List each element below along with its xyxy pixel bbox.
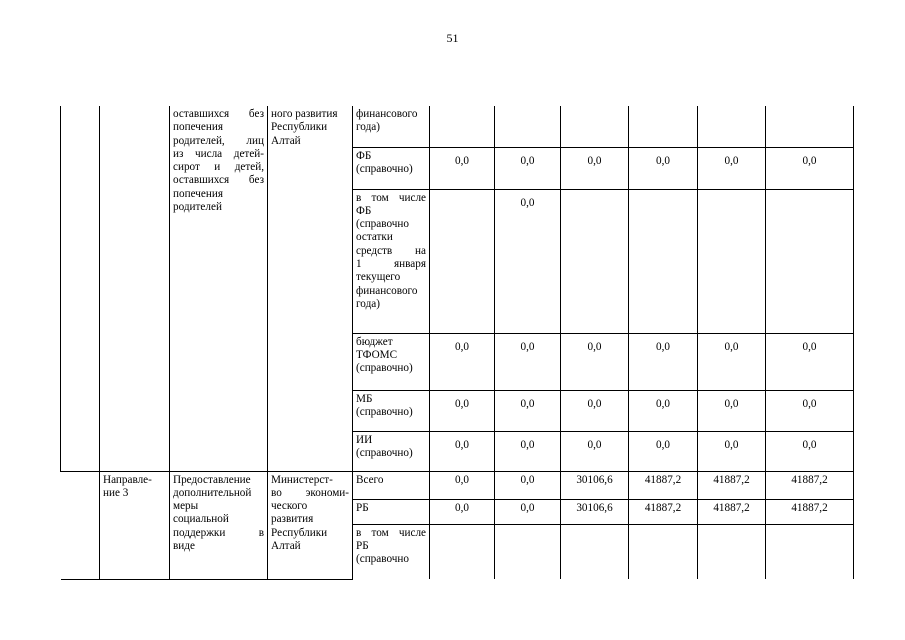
value-cell: 0,0 xyxy=(430,431,495,471)
value-cell: 0,0 xyxy=(766,333,854,390)
value-cell: 30106,6 xyxy=(561,499,629,524)
funding-source-cell: финансового года) xyxy=(353,106,430,147)
value-cell: 0,0 xyxy=(629,147,698,189)
value-cell: 0,0 xyxy=(698,333,766,390)
value-cell xyxy=(766,524,854,579)
value-cell: 0,0 xyxy=(698,147,766,189)
value-cell: 0,0 xyxy=(495,431,561,471)
value-cell: 0,0 xyxy=(766,390,854,431)
executor-cell: ного развития Республики Алтай xyxy=(268,106,353,471)
value-cell xyxy=(629,524,698,579)
program-funding-table xyxy=(60,106,854,580)
value-cell xyxy=(561,106,629,147)
direction-cell: Направле- ние 3 xyxy=(100,471,170,579)
value-cell: 0,0 xyxy=(430,147,495,189)
measure-name-cell: Предоставление дополнительной меры социальной поддержки в виде xyxy=(170,471,268,579)
value-cell: 41887,2 xyxy=(698,471,766,499)
funding-source-cell: МБ (справочно) xyxy=(353,390,430,431)
funding-source-cell: РБ xyxy=(353,499,430,524)
value-cell: 0,0 xyxy=(766,431,854,471)
funding-source-cell: ФБ (справочно) xyxy=(353,147,430,189)
table-row xyxy=(61,106,854,147)
value-cell: 41887,2 xyxy=(766,471,854,499)
value-cell: 0,0 xyxy=(629,390,698,431)
value-cell: 0,0 xyxy=(629,431,698,471)
value-cell: 0,0 xyxy=(495,147,561,189)
value-cell: 0,0 xyxy=(698,390,766,431)
value-cell: 0,0 xyxy=(430,390,495,431)
value-cell xyxy=(629,106,698,147)
value-cell: 0,0 xyxy=(561,390,629,431)
funding-source-cell: Всего xyxy=(353,471,430,499)
value-cell xyxy=(495,106,561,147)
value-cell: 0,0 xyxy=(495,471,561,499)
value-cell xyxy=(430,524,495,579)
value-cell: 0,0 xyxy=(561,147,629,189)
value-cell xyxy=(495,524,561,579)
value-cell: 41887,2 xyxy=(629,499,698,524)
value-cell xyxy=(766,189,854,333)
funding-source-cell: в том числе ФБ (справочно остатки средств на 1 января текущего финансового года) xyxy=(353,189,430,333)
funding-source-cell: ИИ (справочно) xyxy=(353,431,430,471)
value-cell xyxy=(629,189,698,333)
number-cell xyxy=(61,106,100,471)
table-row xyxy=(61,471,854,499)
value-cell: 0,0 xyxy=(698,431,766,471)
value-cell xyxy=(698,524,766,579)
value-cell: 0,0 xyxy=(561,431,629,471)
number-cell xyxy=(61,471,100,579)
value-cell: 0,0 xyxy=(629,333,698,390)
page-number: 51 xyxy=(446,31,459,45)
value-cell: 41887,2 xyxy=(629,471,698,499)
funding-source-cell: бюджет ТФОМС (справочно) xyxy=(353,333,430,390)
value-cell: 0,0 xyxy=(430,471,495,499)
direction-cell xyxy=(100,106,170,471)
value-cell xyxy=(430,189,495,333)
value-cell: 41887,2 xyxy=(698,499,766,524)
value-cell xyxy=(561,524,629,579)
value-cell: 0,0 xyxy=(495,333,561,390)
measure-name-cell: оставшихся без попечения родителей, лиц из числа детей- сирот и детей, оставшихся без попечения родителей xyxy=(170,106,268,471)
value-cell: 0,0 xyxy=(430,333,495,390)
value-cell: 0,0 xyxy=(495,390,561,431)
value-cell xyxy=(698,189,766,333)
value-cell: 0,0 xyxy=(430,499,495,524)
value-cell: 30106,6 xyxy=(561,471,629,499)
value-cell xyxy=(430,106,495,147)
value-cell: 41887,2 xyxy=(766,499,854,524)
value-cell: 0,0 xyxy=(766,147,854,189)
funding-source-cell: в том числе РБ (справочно xyxy=(353,524,430,579)
value-cell xyxy=(561,189,629,333)
executor-cell: Министерст- во экономи- ческого развития Республики Алтай xyxy=(268,471,353,579)
value-cell xyxy=(698,106,766,147)
value-cell xyxy=(766,106,854,147)
value-cell: 0,0 xyxy=(495,499,561,524)
value-cell: 0,0 xyxy=(495,189,561,333)
value-cell: 0,0 xyxy=(561,333,629,390)
